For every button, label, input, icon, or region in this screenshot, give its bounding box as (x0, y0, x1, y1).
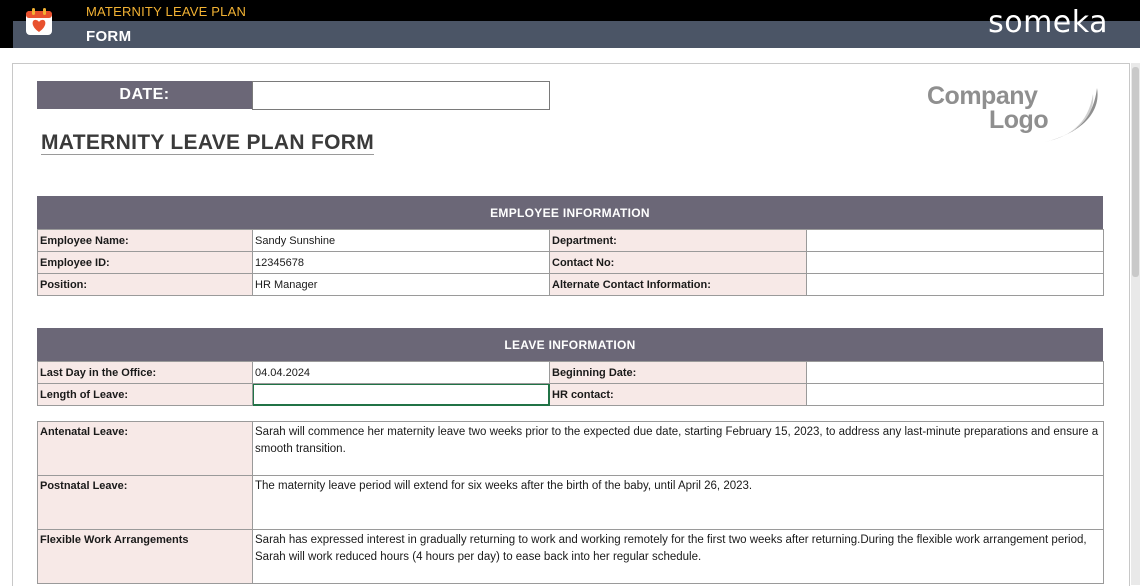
antenatal-leave-label: Antenatal Leave: (38, 422, 253, 476)
beginning-date-label: Beginning Date: (550, 362, 807, 384)
title-bar (0, 0, 1140, 48)
hr-contact-field[interactable] (807, 384, 1104, 406)
title-band (13, 21, 1140, 48)
page-title: MATERNITY LEAVE PLAN FORM (41, 131, 374, 154)
length-of-leave-field[interactable] (253, 384, 550, 406)
last-day-label: Last Day in the Office: (38, 362, 253, 384)
employee-name-label: Employee Name: (38, 230, 253, 252)
brand-logo[interactable]: someka (988, 5, 1108, 40)
position-field[interactable]: HR Manager (253, 274, 550, 296)
alternate-contact-field[interactable] (807, 274, 1104, 296)
last-day-field[interactable]: 04.04.2024 (253, 362, 550, 384)
employee-id-label: Employee ID: (38, 252, 253, 274)
table-row (38, 476, 1104, 530)
table-row (38, 230, 1104, 252)
table-row (38, 384, 1104, 406)
date-field[interactable] (252, 81, 550, 110)
table-row (38, 252, 1104, 274)
employee-name-field[interactable]: Sandy Sunshine (253, 230, 550, 252)
employee-info-table (37, 229, 1104, 296)
length-of-leave-label: Length of Leave: (38, 384, 253, 406)
leave-notes-table (37, 421, 1104, 584)
employee-info-header: EMPLOYEE INFORMATION (37, 196, 1103, 229)
table-row (38, 362, 1104, 384)
date-label: DATE: (37, 81, 252, 109)
position-label: Position: (38, 274, 253, 296)
table-row (38, 422, 1104, 476)
table-row (38, 274, 1104, 296)
flexible-work-label: Flexible Work Arrangements (38, 530, 253, 584)
calendar-heart-icon (24, 7, 54, 37)
vertical-scrollbar[interactable] (1131, 63, 1140, 585)
flexible-work-field[interactable]: Sarah has expressed interest in gradually returning to work and working remotely for the first two weeks after returning.During the flexible work arrangement period, Sarah will work reduced hours (4 hours per day) to ease back into her regular schedule. (253, 530, 1104, 584)
hr-contact-label: HR contact: (550, 384, 807, 406)
contact-no-label: Contact No: (550, 252, 807, 274)
table-row (38, 530, 1104, 584)
title-underline (41, 154, 374, 155)
scrollbar-thumb[interactable] (1132, 67, 1139, 277)
department-field[interactable] (807, 230, 1104, 252)
app-title: MATERNITY LEAVE PLAN (86, 4, 247, 19)
postnatal-leave-field[interactable]: The maternity leave period will extend for six weeks after the birth of the baby, until April 26, 2023. (253, 476, 1104, 530)
sheet-name: FORM (86, 28, 132, 45)
logo-text-company: Company (927, 82, 1038, 110)
beginning-date-field[interactable] (807, 362, 1104, 384)
logo-text-logo: Logo (989, 106, 1049, 134)
leave-info-table (37, 361, 1104, 406)
contact-no-field[interactable] (807, 252, 1104, 274)
antenatal-leave-field[interactable]: Sarah will commence her maternity leave two weeks prior to the expected due date, starting February 15, 2023, to address any last-minute preparations and ensure a smooth transition. (253, 422, 1104, 476)
postnatal-leave-label: Postnatal Leave: (38, 476, 253, 530)
department-label: Department: (550, 230, 807, 252)
company-logo (925, 80, 1105, 148)
alternate-contact-label: Alternate Contact Information: (550, 274, 807, 296)
employee-id-field[interactable]: 12345678 (253, 252, 550, 274)
leave-info-header: LEAVE INFORMATION (37, 328, 1103, 361)
